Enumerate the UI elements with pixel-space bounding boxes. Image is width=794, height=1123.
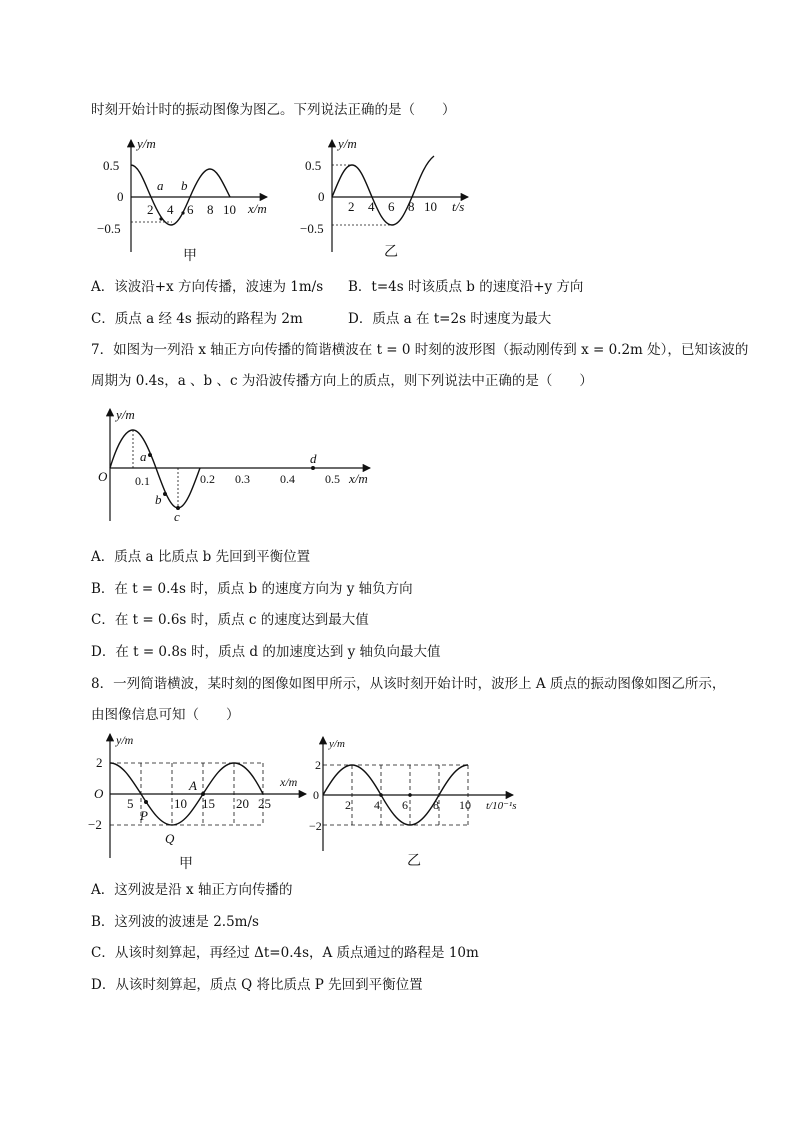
y-axis-label: y/m xyxy=(116,733,134,747)
tick-25: 25 xyxy=(258,796,271,811)
tick-15: 15 xyxy=(202,796,215,811)
q7-figure xyxy=(95,405,385,530)
point-b xyxy=(163,492,167,496)
point-p-label: P xyxy=(140,808,148,823)
tick-10: 10 xyxy=(174,796,187,811)
tick-neg-2: −2 xyxy=(88,817,102,832)
tick-0: 0 xyxy=(117,189,124,204)
tick-neg-0-5: −0.5 xyxy=(300,221,324,236)
tick-20: 20 xyxy=(236,796,249,811)
q7-option-b: B．在 t = 0.4s 时，质点 b 的速度方向为 y 轴负方向 xyxy=(91,581,413,597)
caption-yi: 乙 xyxy=(384,245,398,260)
tick-neg-2: −2 xyxy=(309,819,322,833)
origin-label: O xyxy=(94,786,104,801)
point-p xyxy=(144,800,148,804)
q8-option-a: A．这列波是沿 x 轴正方向传播的 xyxy=(91,882,293,898)
q8-option-b: B．这列波的波速是 2.5m/s xyxy=(91,914,259,930)
point-b-label: b xyxy=(181,178,188,193)
tick-2: 2 xyxy=(348,199,355,214)
x-axis-label: x/m xyxy=(280,775,298,789)
tick-0-1: 0.1 xyxy=(135,474,150,488)
q6-figure-jia xyxy=(95,134,285,264)
q7-option-a: A．质点 a 比质点 b 先回到平衡位置 xyxy=(91,549,311,565)
q6-option-d: D．质点 a 在 t=2s 时速度为最大 xyxy=(348,311,552,327)
tick-6: 6 xyxy=(388,199,395,214)
tick-8: 8 xyxy=(408,199,415,214)
tick-0-4: 0.4 xyxy=(280,472,295,486)
wave-curve xyxy=(131,165,230,225)
point-q-label: Q xyxy=(165,831,175,846)
y-axis-label: y/m xyxy=(329,738,345,750)
tick-2: 2 xyxy=(96,755,103,770)
point-b-label: b xyxy=(155,492,162,507)
tick-10: 10 xyxy=(459,798,471,812)
q8-option-d: D．从该时刻算起，质点 Q 将比质点 P 先回到平衡位置 xyxy=(91,977,423,993)
point-c-label: c xyxy=(174,509,180,524)
point-a xyxy=(148,453,152,457)
tick-0-3: 0.3 xyxy=(235,472,250,486)
point-d-label: d xyxy=(310,451,317,466)
caption-yi: 乙 xyxy=(407,854,421,869)
y-axis-label: y/m xyxy=(338,136,357,151)
x-axis-label: x/m xyxy=(349,471,368,486)
tick-6: 6 xyxy=(402,798,408,812)
tick-8: 8 xyxy=(433,798,439,812)
q6-option-c: C．质点 a 经 4s 振动的路程为 2m xyxy=(91,311,303,327)
point-d xyxy=(311,466,315,470)
tick-2: 2 xyxy=(315,758,321,772)
origin-label: O xyxy=(98,469,108,484)
tick-2: 2 xyxy=(147,202,154,217)
y-axis-label: y/m xyxy=(116,407,135,422)
tick-4: 4 xyxy=(167,202,174,217)
tick-0-5: 0.5 xyxy=(325,472,340,486)
tick-0: 0 xyxy=(318,189,325,204)
caption-jia: 甲 xyxy=(183,249,197,264)
q7-stem-line-1: 7．如图为一列沿 x 轴正方向传播的简谐横波在 t = 0 时刻的波形图（振动刚传到 x = 0.2m 处），已知该波的 xyxy=(91,342,749,358)
tick-6: 6 xyxy=(187,202,194,217)
x-axis-label: t/s xyxy=(452,199,465,214)
q8-option-c: C．从该时刻算起，再经过 Δt=0.4s，A 质点通过的路程是 10m xyxy=(91,945,479,961)
q7-stem-line-2: 周期为 0.4s，a 、b 、c 为沿波传播方向上的质点，则下列说法中正确的是（ ） xyxy=(91,373,593,389)
origin-label: 0 xyxy=(313,788,319,802)
q8-stem-line-1: 8．一列简谐横波，某时刻的图像如图甲所示，从该时刻开始计时，波形上 A 质点的振动图像如图乙所示， xyxy=(91,676,726,692)
q7-option-d: D．在 t = 0.8s 时，质点 d 的加速度达到 y 轴负向最大值 xyxy=(91,644,441,660)
tick-0-5: 0.5 xyxy=(103,158,120,173)
tick-10: 10 xyxy=(223,202,236,217)
tick-5: 5 xyxy=(127,796,134,811)
caption-jia: 甲 xyxy=(179,857,193,872)
q8-stem-line-2: 由图像信息可知（ ） xyxy=(91,707,240,723)
q6-option-a: A．该波沿+x 方向传播，波速为 1m/s xyxy=(91,279,324,295)
x-axis-label: x/m xyxy=(248,201,267,216)
tick-4: 4 xyxy=(368,199,375,214)
q7-option-c: C．在 t = 0.6s 时，质点 c 的速度达到最大值 xyxy=(91,612,369,628)
q6-figure-yi xyxy=(300,134,490,264)
tick-10: 10 xyxy=(424,199,437,214)
q6-stem: 时刻开始计时的振动图像为图乙。下列说法正确的是（ ） xyxy=(91,102,456,118)
tick-0-5: 0.5 xyxy=(305,158,322,173)
y-axis-label: y/m xyxy=(137,136,156,151)
tick-0-2: 0.2 xyxy=(200,472,215,486)
tick-4: 4 xyxy=(374,798,380,812)
vibration-curve xyxy=(332,156,434,225)
q6-option-b: B．t=4s 时该质点 b 的速度沿+y 方向 xyxy=(348,279,584,295)
point-a-label: A xyxy=(189,778,197,793)
point-a-label: a xyxy=(157,178,164,193)
q8-figure-jia xyxy=(88,732,310,872)
tick-2: 2 xyxy=(345,798,351,812)
tick-neg-0-5: −0.5 xyxy=(97,221,121,236)
q8-figure-yi xyxy=(309,733,535,873)
x-axis-label: t/10⁻¹s xyxy=(486,800,517,812)
point-a-label: a xyxy=(140,449,147,464)
tick-8: 8 xyxy=(207,202,214,217)
